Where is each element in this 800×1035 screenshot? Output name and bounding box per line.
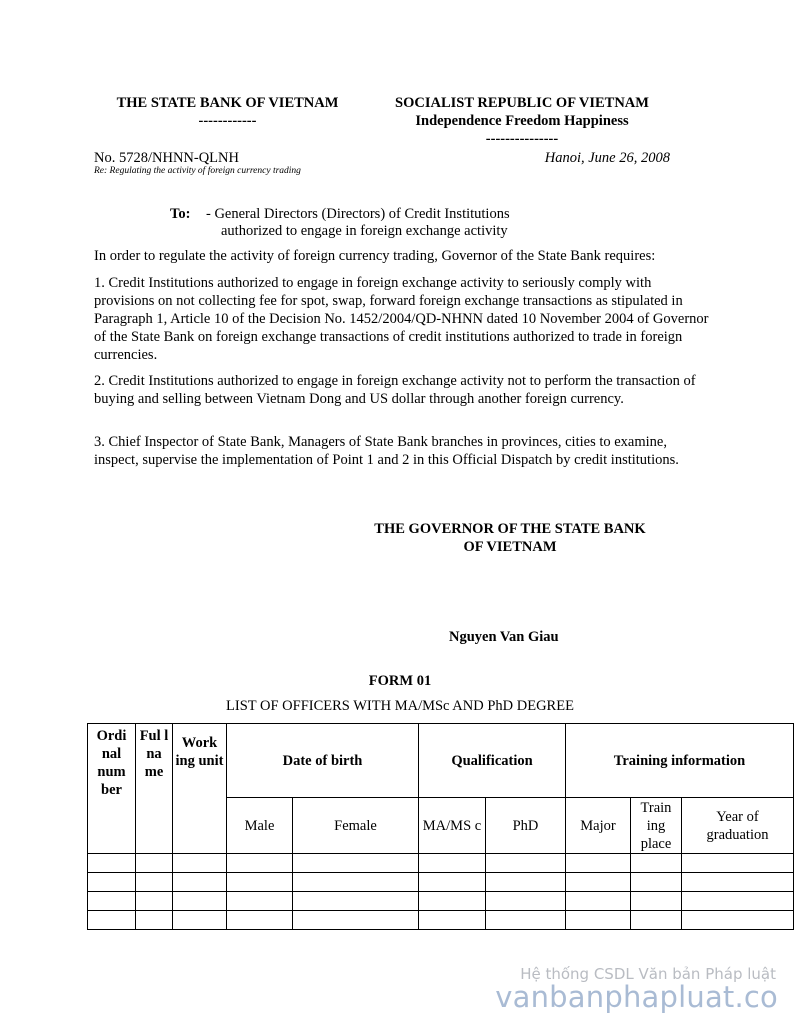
table-cell (682, 892, 794, 911)
recipients-label: To: (170, 206, 191, 222)
table-cell (419, 892, 486, 911)
item-1-paragraph: 1. Credit Institutions authorized to engage in foreign exchange activity to seriously comply with provisions on not collecting fee for spot, swap, forward foreign exchange transactions as stipulated in Paragraph 1, Article 10 of the Decision No. 1452/2004/QD-NHNN dated 10 November 2004 of Governor of the State Bank on foreign exchange transactions of credit institutions authorized to trade in foreign currencies. (94, 275, 709, 363)
table-cell (419, 873, 486, 892)
header-ordinal: Ordi nal num ber (88, 724, 136, 854)
table-cell (136, 892, 173, 911)
intro-paragraph: In order to regulate the activity of foreign currency trading, Governor of the State Bank requires: (94, 248, 656, 264)
table-cell (682, 911, 794, 930)
table-cell (419, 911, 486, 930)
table-cell (566, 892, 631, 911)
table-cell (88, 892, 136, 911)
table-cell (293, 892, 419, 911)
table-row (88, 854, 794, 873)
table-row (88, 873, 794, 892)
table-cell (227, 854, 293, 873)
table-cell (227, 892, 293, 911)
document-subject: Re: Regulating the activity of foreign currency trading (94, 166, 301, 176)
place-and-date: Hanoi, June 26, 2008 (544, 150, 670, 166)
signatory-title-1: THE GOVERNOR OF THE STATE BANK (374, 521, 646, 537)
table-cell (227, 873, 293, 892)
header-qualification: Qualification (419, 724, 566, 798)
table-cell (682, 873, 794, 892)
officers-table (87, 723, 794, 930)
header-date-of-birth: Date of birth (227, 724, 419, 798)
table-cell (486, 911, 566, 930)
table-cell (566, 911, 631, 930)
table-cell (566, 854, 631, 873)
motto-rule: --------------- (485, 131, 559, 147)
form-label: FORM 01 (368, 673, 432, 689)
header-working-unit: Work ing unit (173, 724, 227, 854)
table-row (88, 911, 794, 930)
watermark-caption: Hệ thống CSDL Văn bản Pháp luật (520, 965, 776, 983)
signatory-title-2: OF VIETNAM (463, 539, 557, 555)
table-cell (173, 911, 227, 930)
watermark-site: vanbanphapluat.co (495, 980, 778, 1014)
form-title: LIST OF OFFICERS WITH MA/MSc AND PhD DEGREE (226, 698, 574, 714)
subheader-training-place: Train ing place (631, 798, 682, 854)
table-cell (631, 892, 682, 911)
header-full-name: Ful l na me (136, 724, 173, 854)
table-cell (566, 873, 631, 892)
header-training-information: Training information (566, 724, 794, 798)
issuer-rule: ------------ (198, 113, 257, 129)
table-cell (136, 911, 173, 930)
table-cell (293, 873, 419, 892)
national-motto: Independence Freedom Happiness (415, 113, 629, 129)
subheader-female: Female (293, 798, 419, 854)
table-cell (88, 873, 136, 892)
table-cell (173, 854, 227, 873)
subheader-major: Major (566, 798, 631, 854)
table-cell (227, 911, 293, 930)
country-title: SOCIALIST REPUBLIC OF VIETNAM (395, 95, 649, 111)
subheader-male: Male (227, 798, 293, 854)
subheader-phd: PhD (486, 798, 566, 854)
subheader-year-of-graduation: Year of graduation (682, 798, 794, 854)
issuer-name: THE STATE BANK OF VIETNAM (116, 95, 339, 111)
recipients-line-2: authorized to engage in foreign exchange activity (221, 223, 508, 239)
item-3-paragraph: 3. Chief Inspector of State Bank, Managers of State Bank branches in provinces, cities to examine, inspect, supervise the implementation of Point 1 and 2 in this Official Dispatch by credit institutions. (94, 434, 679, 468)
table-header-row (88, 724, 794, 798)
table-cell (631, 911, 682, 930)
document-number: No. 5728/NHNN-QLNH (94, 150, 239, 166)
table-cell (293, 911, 419, 930)
table-cell (88, 911, 136, 930)
signatory-name: Nguyen Van Giau (449, 629, 559, 645)
table-cell (486, 892, 566, 911)
recipients-line-1: - General Directors (Directors) of Credit Institutions (206, 206, 510, 222)
table-cell (173, 892, 227, 911)
table-row (88, 892, 794, 911)
table-cell (486, 854, 566, 873)
table-cell (419, 854, 486, 873)
subheader-ma-msc: MA/MS c (419, 798, 486, 854)
table-cell (631, 854, 682, 873)
table-cell (293, 854, 419, 873)
table-cell (88, 854, 136, 873)
table-cell (631, 873, 682, 892)
item-2-paragraph: 2. Credit Institutions authorized to engage in foreign exchange activity not to perform the transaction of buying and selling between Vietnam Dong and US dollar through another foreign currency. (94, 373, 696, 407)
table-cell (173, 873, 227, 892)
table-cell (136, 854, 173, 873)
table-cell (486, 873, 566, 892)
table-cell (682, 854, 794, 873)
table-cell (136, 873, 173, 892)
